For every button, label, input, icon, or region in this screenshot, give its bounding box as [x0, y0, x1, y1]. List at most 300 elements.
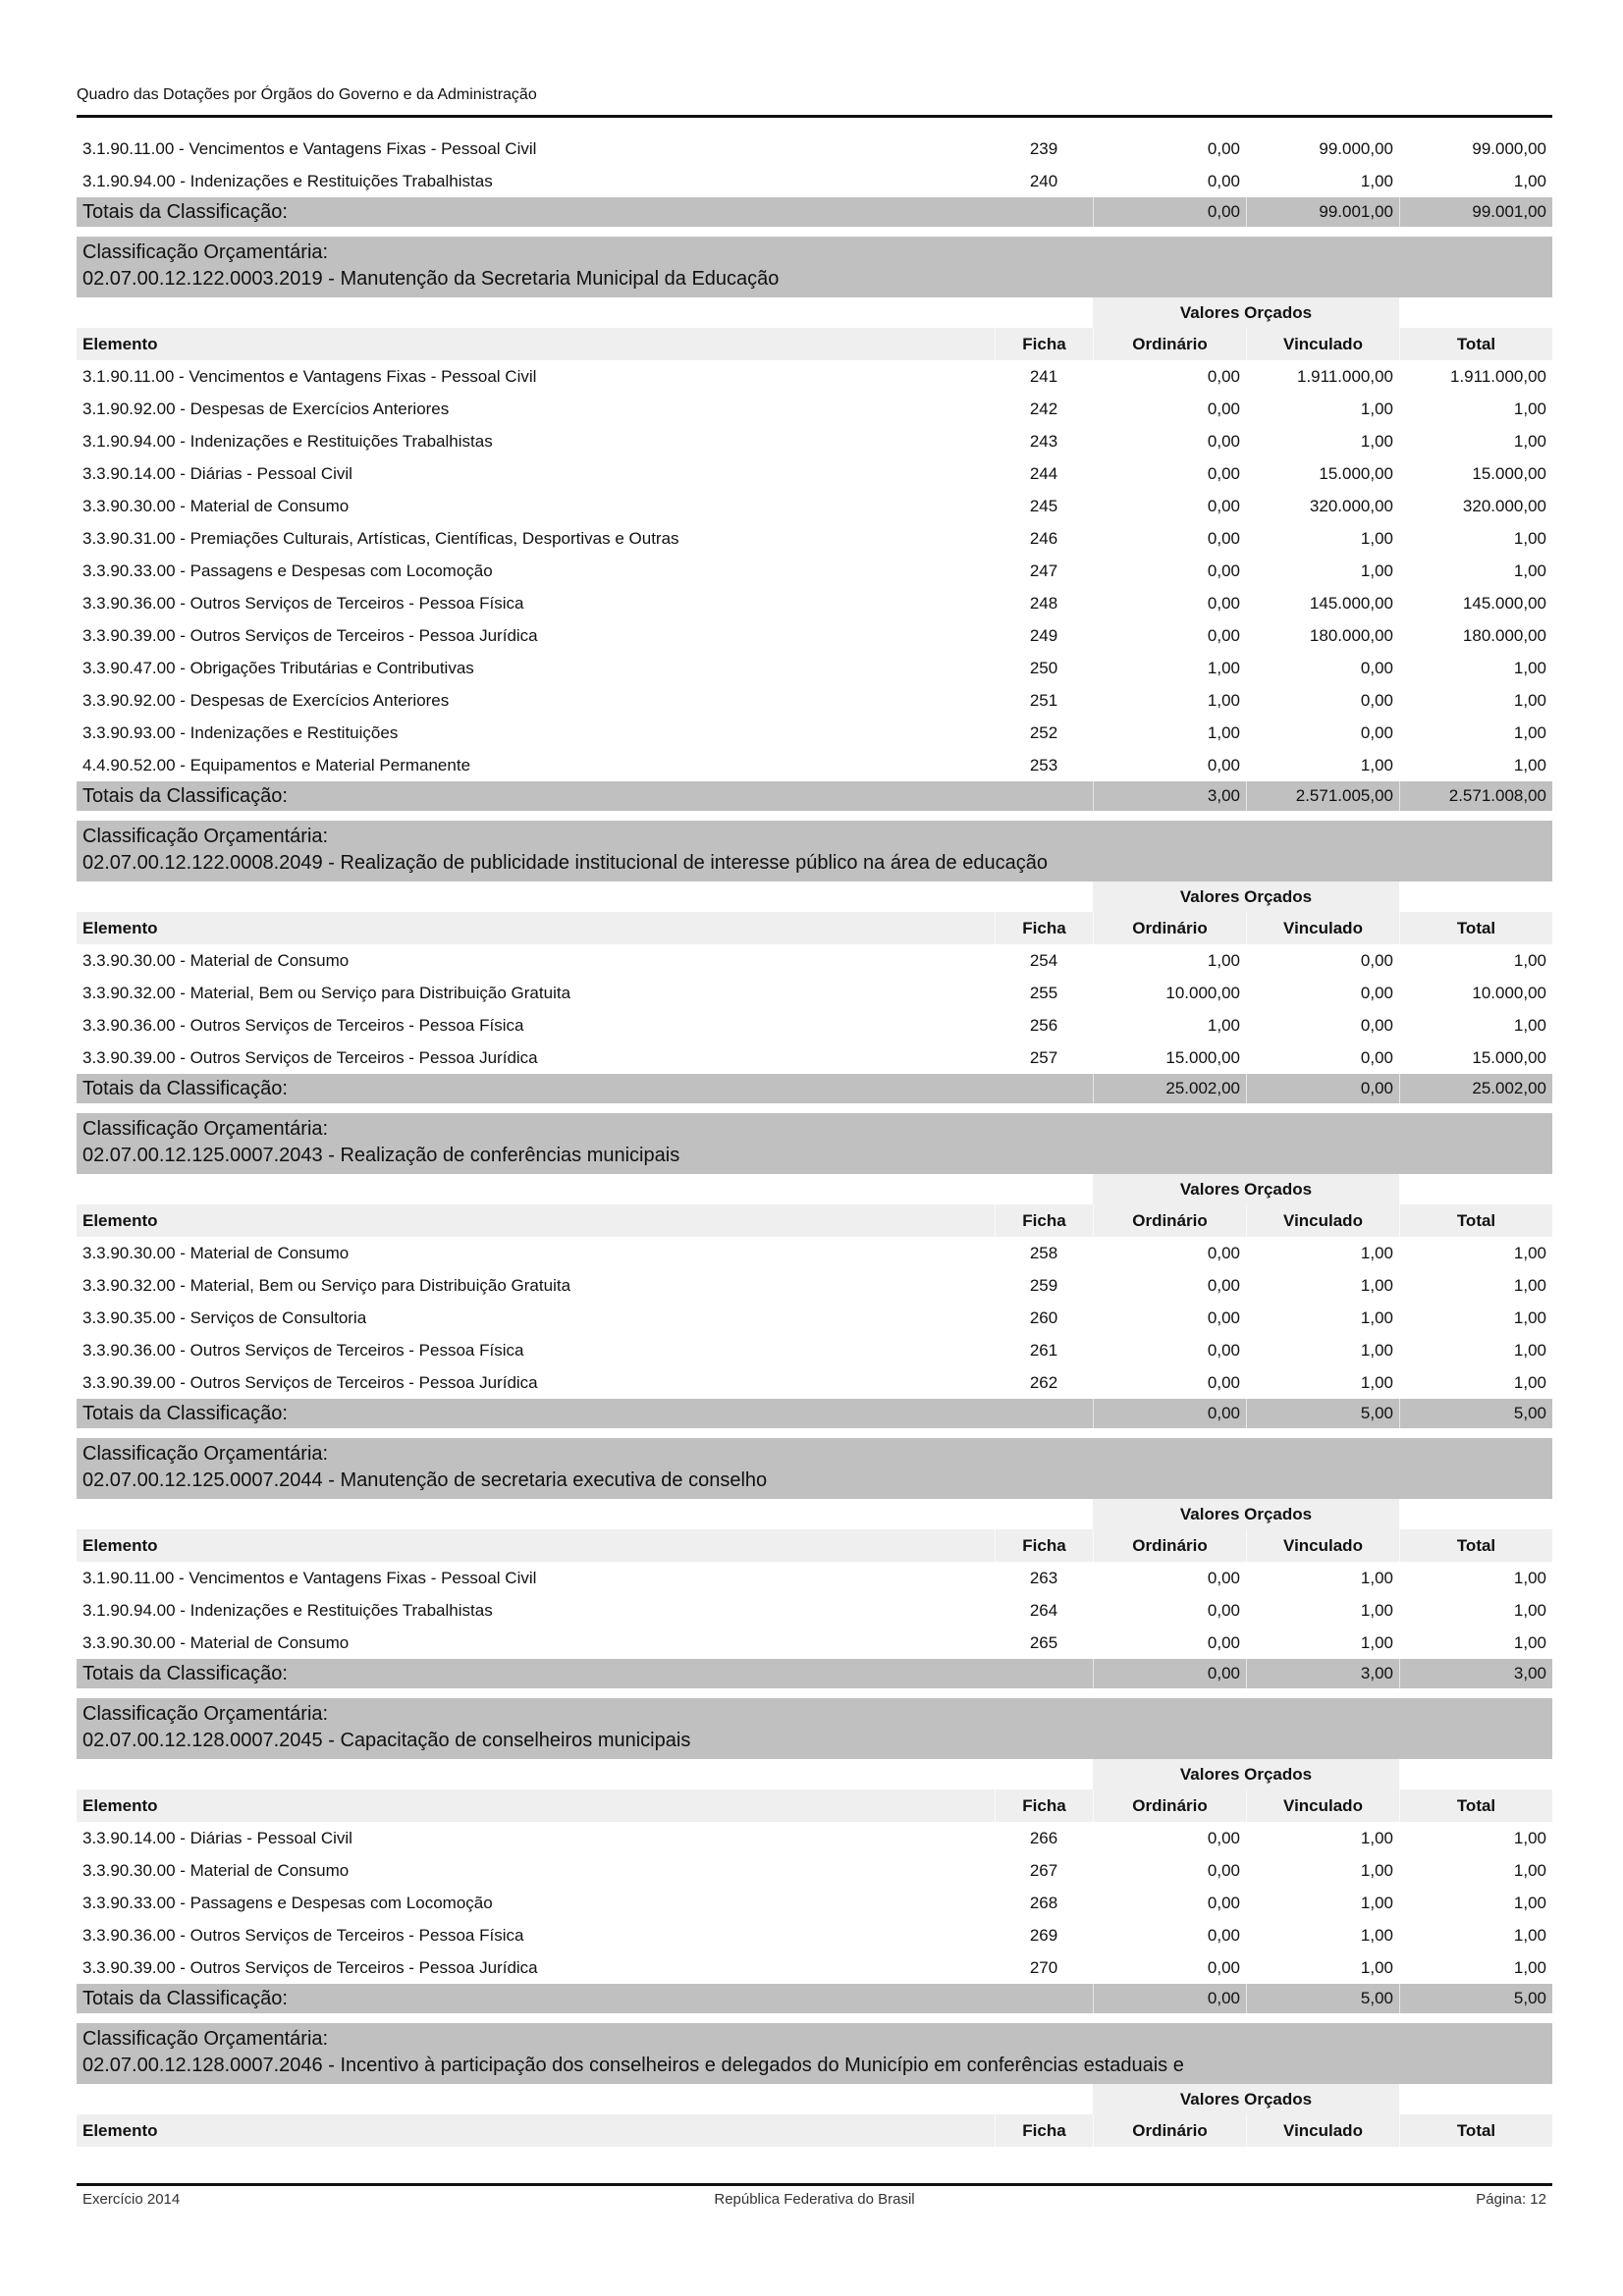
totals-ordinario: 25.002,00	[1093, 1074, 1246, 1103]
total-cell: 1,00	[1399, 717, 1552, 749]
section-spacer	[77, 2013, 1552, 2023]
totals-total: 99.001,00	[1399, 197, 1552, 227]
col-total: Total	[1399, 912, 1552, 944]
elemento-cell: 3.1.90.11.00 - Vencimentos e Vantagens Fixas - Pessoal Civil	[77, 1562, 995, 1594]
vinculado-cell: 1,00	[1246, 1627, 1399, 1659]
col-ficha: Ficha	[995, 1789, 1093, 1822]
ficha-cell: 268	[995, 1887, 1093, 1919]
total-cell: 1,00	[1399, 1822, 1552, 1854]
classification-label: Classificação Orçamentária:	[82, 2028, 329, 2050]
col-ficha: Ficha	[995, 912, 1093, 944]
classification-code: 02.07.00.12.125.0007.2044 - Manutenção de secretaria executiva de conselho	[82, 1469, 768, 1491]
table-row	[77, 425, 1552, 457]
total-cell: 1,00	[1399, 652, 1552, 684]
budget-table	[77, 133, 1552, 2147]
elemento-cell: 3.3.90.30.00 - Material de Consumo	[77, 1854, 995, 1887]
total-cell: 1,00	[1399, 1302, 1552, 1334]
total-cell: 15.000,00	[1399, 1041, 1552, 1074]
table-row	[77, 1887, 1552, 1919]
table-row	[77, 749, 1552, 781]
ficha-cell: 265	[995, 1627, 1093, 1659]
section-spacer	[77, 1428, 1552, 1438]
totals-ordinario: 3,00	[1093, 781, 1246, 811]
ordinario-cell: 0,00	[1093, 587, 1246, 619]
totals-label: Totais da Classificação:	[77, 197, 1093, 227]
total-cell: 1,00	[1399, 165, 1552, 197]
classification-cell	[77, 1698, 1552, 1759]
totals-vinculado: 99.001,00	[1246, 197, 1399, 227]
elemento-cell: 3.3.90.30.00 - Material de Consumo	[77, 1237, 995, 1269]
elemento-cell: 3.3.90.30.00 - Material de Consumo	[77, 1627, 995, 1659]
vinculado-cell: 0,00	[1246, 944, 1399, 977]
classification-code: 02.07.00.12.122.0008.2049 - Realização de publicidade institucional de interesse público na área de educação	[82, 852, 1048, 874]
vinculado-cell: 1,00	[1246, 165, 1399, 197]
table-row	[77, 360, 1552, 393]
col-elemento: Elemento	[77, 2114, 995, 2147]
total-cell: 99.000,00	[1399, 133, 1552, 165]
ordinario-cell: 0,00	[1093, 1237, 1246, 1269]
classification-header	[77, 1113, 1552, 1174]
footer-divider	[77, 2183, 1552, 2186]
vinculado-cell: 1,00	[1246, 1594, 1399, 1627]
total-cell: 1.911.000,00	[1399, 360, 1552, 393]
classification-code: 02.07.00.12.128.0007.2045 - Capacitação de conselheiros municipais	[82, 1730, 691, 1751]
ficha-cell: 257	[995, 1041, 1093, 1074]
col-ficha: Ficha	[995, 1529, 1093, 1562]
col-total: Total	[1399, 1204, 1552, 1237]
col-ficha: Ficha	[995, 1204, 1093, 1237]
table-row	[77, 1237, 1552, 1269]
table-row	[77, 457, 1552, 490]
elemento-cell: 3.3.90.39.00 - Outros Serviços de Terceiros - Pessoa Jurídica	[77, 1951, 995, 1984]
vinculado-cell: 1,00	[1246, 749, 1399, 781]
col-ordinario: Ordinário	[1093, 1789, 1246, 1822]
classification-header	[77, 821, 1552, 881]
col-ordinario: Ordinário	[1093, 328, 1246, 360]
valores-orcados-header	[77, 881, 1552, 912]
classification-header	[77, 2023, 1552, 2084]
report-content	[77, 133, 1552, 2147]
table-row	[77, 165, 1552, 197]
vinculado-cell: 99.000,00	[1246, 133, 1399, 165]
elemento-cell: 3.1.90.92.00 - Despesas de Exercícios Anteriores	[77, 393, 995, 425]
ordinario-cell: 0,00	[1093, 619, 1246, 652]
table-row	[77, 1009, 1552, 1041]
total-cell: 1,00	[1399, 1627, 1552, 1659]
blank-cell	[77, 1499, 1093, 1529]
ficha-cell: 251	[995, 684, 1093, 717]
col-ordinario: Ordinário	[1093, 1529, 1246, 1562]
total-cell: 1,00	[1399, 555, 1552, 587]
classification-header	[77, 237, 1552, 297]
totals-total: 3,00	[1399, 1659, 1552, 1688]
elemento-cell: 3.1.90.94.00 - Indenizações e Restituições Trabalhistas	[77, 1594, 995, 1627]
totals-row	[77, 1074, 1552, 1103]
ordinario-cell: 0,00	[1093, 1334, 1246, 1366]
blank-cell	[77, 1174, 1093, 1204]
totals-label: Totais da Classificação:	[77, 781, 1093, 811]
total-cell: 1,00	[1399, 1334, 1552, 1366]
vinculado-cell: 1,00	[1246, 1887, 1399, 1919]
elemento-cell: 3.3.90.31.00 - Premiações Culturais, Artísticas, Científicas, Desportivas e Outras	[77, 522, 995, 555]
ordinario-cell: 0,00	[1093, 1562, 1246, 1594]
elemento-cell: 3.3.90.39.00 - Outros Serviços de Terceiros - Pessoa Jurídica	[77, 619, 995, 652]
vinculado-cell: 1,00	[1246, 1854, 1399, 1887]
ficha-cell: 246	[995, 522, 1093, 555]
vinculado-cell: 1,00	[1246, 1822, 1399, 1854]
ordinario-cell: 0,00	[1093, 165, 1246, 197]
col-ordinario: Ordinário	[1093, 912, 1246, 944]
elemento-cell: 3.3.90.14.00 - Diárias - Pessoal Civil	[77, 457, 995, 490]
col-vinculado: Vinculado	[1246, 328, 1399, 360]
vinculado-cell: 0,00	[1246, 684, 1399, 717]
elemento-cell: 4.4.90.52.00 - Equipamentos e Material Permanente	[77, 749, 995, 781]
spacer-cell	[77, 1428, 1552, 1438]
vinculado-cell: 1.911.000,00	[1246, 360, 1399, 393]
classification-label: Classificação Orçamentária:	[82, 241, 329, 263]
valores-orcados-label: Valores Orçados	[1093, 297, 1399, 328]
table-row	[77, 1302, 1552, 1334]
ordinario-cell: 1,00	[1093, 652, 1246, 684]
ficha-cell: 261	[995, 1334, 1093, 1366]
blank-cell	[77, 1759, 1093, 1789]
totals-vinculado: 5,00	[1246, 1984, 1399, 2013]
ordinario-cell: 10.000,00	[1093, 977, 1246, 1009]
totals-row	[77, 1984, 1552, 2013]
totals-ordinario: 0,00	[1093, 1984, 1246, 2013]
classification-label: Classificação Orçamentária:	[82, 1118, 329, 1140]
ordinario-cell: 0,00	[1093, 425, 1246, 457]
classification-code: 02.07.00.12.122.0003.2019 - Manutenção da Secretaria Municipal da Educação	[82, 268, 780, 290]
ficha-cell: 266	[995, 1822, 1093, 1854]
ficha-cell: 253	[995, 749, 1093, 781]
vinculado-cell: 1,00	[1246, 425, 1399, 457]
table-row	[77, 587, 1552, 619]
footer-exercise-year: Exercício 2014	[82, 2191, 181, 2208]
table-row	[77, 555, 1552, 587]
report-title: Quadro das Dotações por Órgãos do Governo e da Administração	[77, 86, 537, 103]
table-row	[77, 717, 1552, 749]
total-cell: 1,00	[1399, 1854, 1552, 1887]
ficha-cell: 244	[995, 457, 1093, 490]
ordinario-cell: 1,00	[1093, 684, 1246, 717]
elemento-cell: 3.3.90.35.00 - Serviços de Consultoria	[77, 1302, 995, 1334]
col-elemento: Elemento	[77, 328, 995, 360]
totals-ordinario: 0,00	[1093, 197, 1246, 227]
total-cell: 1,00	[1399, 749, 1552, 781]
ficha-cell: 250	[995, 652, 1093, 684]
total-cell: 1,00	[1399, 1237, 1552, 1269]
elemento-cell: 3.3.90.30.00 - Material de Consumo	[77, 944, 995, 977]
total-cell: 10.000,00	[1399, 977, 1552, 1009]
table-row	[77, 684, 1552, 717]
vinculado-cell: 1,00	[1246, 393, 1399, 425]
valores-orcados-header	[77, 297, 1552, 328]
vinculado-cell: 1,00	[1246, 1237, 1399, 1269]
classification-cell	[77, 1438, 1552, 1499]
elemento-cell: 3.3.90.33.00 - Passagens e Despesas com Locomoção	[77, 1887, 995, 1919]
classification-label: Classificação Orçamentária:	[82, 826, 329, 847]
col-elemento: Elemento	[77, 1529, 995, 1562]
valores-orcados-label: Valores Orçados	[1093, 1499, 1399, 1529]
ficha-cell: 247	[995, 555, 1093, 587]
blank-cell	[77, 881, 1093, 912]
vinculado-cell: 320.000,00	[1246, 490, 1399, 522]
table-row	[77, 1366, 1552, 1399]
col-ordinario: Ordinário	[1093, 2114, 1246, 2147]
total-cell: 1,00	[1399, 1919, 1552, 1951]
table-row	[77, 1951, 1552, 1984]
col-elemento: Elemento	[77, 1789, 995, 1822]
elemento-cell: 3.3.90.92.00 - Despesas de Exercícios Anteriores	[77, 684, 995, 717]
totals-total: 2.571.008,00	[1399, 781, 1552, 811]
classification-cell	[77, 237, 1552, 297]
ficha-cell: 259	[995, 1269, 1093, 1302]
col-ordinario: Ordinário	[1093, 1204, 1246, 1237]
col-total: Total	[1399, 1789, 1552, 1822]
ficha-cell: 254	[995, 944, 1093, 977]
elemento-cell: 3.3.90.32.00 - Material, Bem ou Serviço para Distribuição Gratuita	[77, 1269, 995, 1302]
spacer-cell	[77, 2013, 1552, 2023]
vinculado-cell: 15.000,00	[1246, 457, 1399, 490]
budget-table-body	[77, 133, 1552, 2147]
elemento-cell: 3.1.90.11.00 - Vencimentos e Vantagens Fixas - Pessoal Civil	[77, 360, 995, 393]
ordinario-cell: 0,00	[1093, 360, 1246, 393]
total-cell: 1,00	[1399, 684, 1552, 717]
totals-total: 5,00	[1399, 1399, 1552, 1428]
table-row	[77, 1041, 1552, 1074]
total-cell: 1,00	[1399, 1887, 1552, 1919]
ficha-cell: 240	[995, 165, 1093, 197]
col-total: Total	[1399, 1529, 1552, 1562]
col-elemento: Elemento	[77, 1204, 995, 1237]
ficha-cell: 258	[995, 1237, 1093, 1269]
elemento-cell: 3.3.90.36.00 - Outros Serviços de Terceiros - Pessoa Física	[77, 1919, 995, 1951]
col-vinculado: Vinculado	[1246, 912, 1399, 944]
elemento-cell: 3.1.90.11.00 - Vencimentos e Vantagens Fixas - Pessoal Civil	[77, 133, 995, 165]
ordinario-cell: 0,00	[1093, 1822, 1246, 1854]
total-cell: 1,00	[1399, 1562, 1552, 1594]
valores-orcados-header	[77, 1759, 1552, 1789]
vinculado-cell: 1,00	[1246, 1951, 1399, 1984]
table-row	[77, 522, 1552, 555]
ordinario-cell: 0,00	[1093, 749, 1246, 781]
valores-orcados-header	[77, 1499, 1552, 1529]
ficha-cell: 248	[995, 587, 1093, 619]
total-cell: 180.000,00	[1399, 619, 1552, 652]
totals-label: Totais da Classificação:	[77, 1399, 1093, 1428]
totals-vinculado: 5,00	[1246, 1399, 1399, 1428]
blank-cell	[1399, 1174, 1552, 1204]
vinculado-cell: 1,00	[1246, 1366, 1399, 1399]
col-vinculado: Vinculado	[1246, 1204, 1399, 1237]
elemento-cell: 3.3.90.33.00 - Passagens e Despesas com Locomoção	[77, 555, 995, 587]
spacer-cell	[77, 227, 1552, 237]
column-header-row	[77, 328, 1552, 360]
vinculado-cell: 0,00	[1246, 1009, 1399, 1041]
elemento-cell: 3.3.90.36.00 - Outros Serviços de Terceiros - Pessoa Física	[77, 1009, 995, 1041]
ficha-cell: 241	[995, 360, 1093, 393]
table-row	[77, 133, 1552, 165]
footer-country: República Federativa do Brasil	[714, 2191, 915, 2208]
vinculado-cell: 0,00	[1246, 717, 1399, 749]
total-cell: 320.000,00	[1399, 490, 1552, 522]
table-row	[77, 977, 1552, 1009]
col-ficha: Ficha	[995, 2114, 1093, 2147]
vinculado-cell: 1,00	[1246, 1919, 1399, 1951]
ficha-cell: 270	[995, 1951, 1093, 1984]
header-divider	[77, 115, 1552, 118]
col-total: Total	[1399, 328, 1552, 360]
total-cell: 1,00	[1399, 1269, 1552, 1302]
blank-cell	[77, 2084, 1093, 2114]
ficha-cell: 243	[995, 425, 1093, 457]
total-cell: 15.000,00	[1399, 457, 1552, 490]
vinculado-cell: 1,00	[1246, 522, 1399, 555]
total-cell: 1,00	[1399, 1366, 1552, 1399]
ordinario-cell: 1,00	[1093, 1009, 1246, 1041]
ordinario-cell: 0,00	[1093, 1919, 1246, 1951]
table-row	[77, 1919, 1552, 1951]
ordinario-cell: 15.000,00	[1093, 1041, 1246, 1074]
ordinario-cell: 0,00	[1093, 1366, 1246, 1399]
total-cell: 1,00	[1399, 944, 1552, 977]
table-row	[77, 1594, 1552, 1627]
totals-label: Totais da Classificação:	[77, 1984, 1093, 2013]
classification-label: Classificação Orçamentária:	[82, 1703, 329, 1725]
ordinario-cell: 0,00	[1093, 490, 1246, 522]
vinculado-cell: 1,00	[1246, 555, 1399, 587]
ordinario-cell: 1,00	[1093, 944, 1246, 977]
totals-vinculado: 0,00	[1246, 1074, 1399, 1103]
total-cell: 1,00	[1399, 522, 1552, 555]
section-spacer	[77, 811, 1552, 821]
ficha-cell: 267	[995, 1854, 1093, 1887]
column-header-row	[77, 1789, 1552, 1822]
valores-orcados-label: Valores Orçados	[1093, 881, 1399, 912]
classification-code: 02.07.00.12.125.0007.2043 - Realização de conferências municipais	[82, 1145, 680, 1166]
spacer-cell	[77, 811, 1552, 821]
ficha-cell: 239	[995, 133, 1093, 165]
ficha-cell: 256	[995, 1009, 1093, 1041]
blank-cell	[77, 297, 1093, 328]
column-header-row	[77, 2114, 1552, 2147]
col-vinculado: Vinculado	[1246, 2114, 1399, 2147]
totals-vinculado: 2.571.005,00	[1246, 781, 1399, 811]
ordinario-cell: 0,00	[1093, 1594, 1246, 1627]
elemento-cell: 3.3.90.39.00 - Outros Serviços de Terceiros - Pessoa Jurídica	[77, 1366, 995, 1399]
blank-cell	[1399, 1759, 1552, 1789]
table-row	[77, 490, 1552, 522]
elemento-cell: 3.3.90.47.00 - Obrigações Tributárias e Contributivas	[77, 652, 995, 684]
vinculado-cell: 1,00	[1246, 1269, 1399, 1302]
elemento-cell: 3.3.90.36.00 - Outros Serviços de Terceiros - Pessoa Física	[77, 1334, 995, 1366]
blank-cell	[1399, 2084, 1552, 2114]
col-elemento: Elemento	[77, 912, 995, 944]
blank-cell	[1399, 297, 1552, 328]
ficha-cell: 255	[995, 977, 1093, 1009]
elemento-cell: 3.3.90.14.00 - Diárias - Pessoal Civil	[77, 1822, 995, 1854]
ordinario-cell: 0,00	[1093, 522, 1246, 555]
column-header-row	[77, 1529, 1552, 1562]
ordinario-cell: 0,00	[1093, 1951, 1246, 1984]
vinculado-cell: 1,00	[1246, 1302, 1399, 1334]
ordinario-cell: 0,00	[1093, 133, 1246, 165]
table-row	[77, 1269, 1552, 1302]
spacer-cell	[77, 1688, 1552, 1698]
totals-label: Totais da Classificação:	[77, 1659, 1093, 1688]
total-cell: 1,00	[1399, 1951, 1552, 1984]
blank-cell	[1399, 1499, 1552, 1529]
classification-header	[77, 1698, 1552, 1759]
totals-ordinario: 0,00	[1093, 1659, 1246, 1688]
ficha-cell: 249	[995, 619, 1093, 652]
classification-label: Classificação Orçamentária:	[82, 1443, 329, 1465]
total-cell: 1,00	[1399, 425, 1552, 457]
total-cell: 1,00	[1399, 1594, 1552, 1627]
table-row	[77, 944, 1552, 977]
ficha-cell: 263	[995, 1562, 1093, 1594]
table-row	[77, 1822, 1552, 1854]
ficha-cell: 269	[995, 1919, 1093, 1951]
ordinario-cell: 0,00	[1093, 1269, 1246, 1302]
section-spacer	[77, 1688, 1552, 1698]
blank-cell	[1399, 881, 1552, 912]
ficha-cell: 262	[995, 1366, 1093, 1399]
ficha-cell: 245	[995, 490, 1093, 522]
col-vinculado: Vinculado	[1246, 1529, 1399, 1562]
vinculado-cell: 145.000,00	[1246, 587, 1399, 619]
ordinario-cell: 0,00	[1093, 1627, 1246, 1659]
totals-row	[77, 1659, 1552, 1688]
table-row	[77, 1854, 1552, 1887]
totals-label: Totais da Classificação:	[77, 1074, 1093, 1103]
column-header-row	[77, 912, 1552, 944]
section-spacer	[77, 1103, 1552, 1113]
total-cell: 1,00	[1399, 1009, 1552, 1041]
classification-cell	[77, 821, 1552, 881]
ordinario-cell: 0,00	[1093, 1887, 1246, 1919]
elemento-cell: 3.3.90.30.00 - Material de Consumo	[77, 490, 995, 522]
totals-row	[77, 781, 1552, 811]
totals-total: 25.002,00	[1399, 1074, 1552, 1103]
valores-orcados-header	[77, 2084, 1552, 2114]
vinculado-cell: 1,00	[1246, 1334, 1399, 1366]
elemento-cell: 3.3.90.39.00 - Outros Serviços de Terceiros - Pessoa Jurídica	[77, 1041, 995, 1074]
ordinario-cell: 1,00	[1093, 717, 1246, 749]
spacer-cell	[77, 1103, 1552, 1113]
table-row	[77, 1334, 1552, 1366]
col-vinculado: Vinculado	[1246, 1789, 1399, 1822]
totals-ordinario: 0,00	[1093, 1399, 1246, 1428]
valores-orcados-label: Valores Orçados	[1093, 1759, 1399, 1789]
valores-orcados-header	[77, 1174, 1552, 1204]
elemento-cell: 3.3.90.32.00 - Material, Bem ou Serviço para Distribuição Gratuita	[77, 977, 995, 1009]
total-cell: 145.000,00	[1399, 587, 1552, 619]
vinculado-cell: 180.000,00	[1246, 619, 1399, 652]
ficha-cell: 264	[995, 1594, 1093, 1627]
table-row	[77, 619, 1552, 652]
classification-header	[77, 1438, 1552, 1499]
column-header-row	[77, 1204, 1552, 1237]
ficha-cell: 260	[995, 1302, 1093, 1334]
ordinario-cell: 0,00	[1093, 457, 1246, 490]
table-row	[77, 393, 1552, 425]
totals-total: 5,00	[1399, 1984, 1552, 2013]
ordinario-cell: 0,00	[1093, 393, 1246, 425]
ficha-cell: 252	[995, 717, 1093, 749]
vinculado-cell: 0,00	[1246, 652, 1399, 684]
